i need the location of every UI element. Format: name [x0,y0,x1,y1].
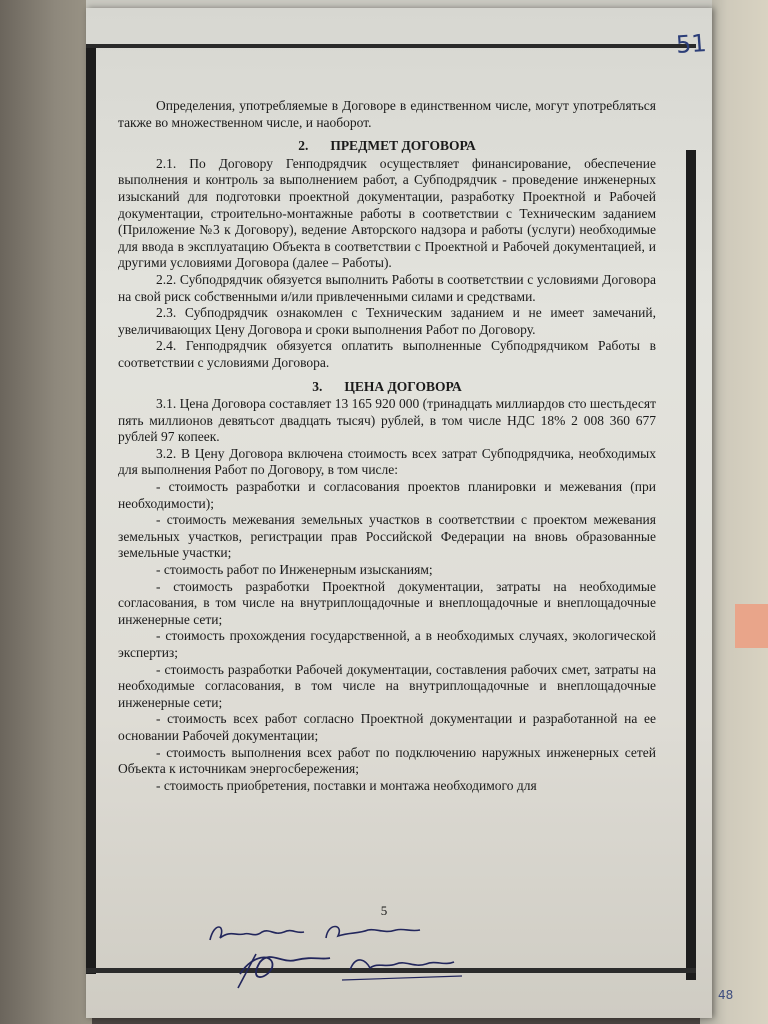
list-item: - стоимость приобретения, поставки и монтажа необходимого для [156,777,537,793]
section-title: ЦЕНА ДОГОВОРА [344,378,462,394]
paragraph: 2.1. По Договору Генподрядчик осуществляет финансирование, обеспечение выполнения и контроль за выполнением работ, а Субподрядчик - проведение инженерных изысканий для подготовки проектной документации, разработку Проектной и Рабочей документации, строительно-монтажные работы в соответствии с Техническим заданием (Приложение №3 к Договору), ведение Авторского надзора и работы (услуги) необходимые для ввода в эксплуатацию Объекта в соответствии с Проектной и Рабочей документацией, и другими условиями Договора (далее – Работы). [118,155,656,271]
section-heading [118,379,656,396]
list-item: - стоимость работ по Инженерным изысканиям; [156,562,433,578]
paragraph: 2.3. Субподрядчик ознакомлен с Техническим заданием и не имеет замечаний, увеличивающих Цену Договора и сроки выполнения Работ по Договору. [118,305,656,337]
copy-edge-top [86,44,696,48]
list-item: - стоимость межевания земельных участков в соответствии с проектом межевания земельных участков, регистрации прав Российской Федерации на вновь образованные земельные участки; [118,512,656,561]
page-top-strip [86,0,712,8]
list-item: - стоимость разработки и согласования проектов планировки и межевания (при необходимости); [118,479,656,511]
section-heading [118,138,656,155]
list-item: - стоимость разработки Рабочей документации, составления рабочих смет, затраты на необходимые согласования, в том числе на внутриплощадочные и внеплощадочные инженерные сети; [118,661,656,710]
paragraph: 3.2. В Цену Договора включена стоимость всех затрат Субподрядчика, необходимых для выполнения Работ по Договору, в том числе: [118,445,656,478]
handwritten-corner-number: 48 [718,988,734,1002]
copy-edge-left [86,44,96,974]
section-title: ПРЕДМЕТ ДОГОВОРА [330,138,476,154]
sticky-note [735,604,768,648]
section-number: 3. [312,378,323,394]
paragraph: 3.1. Цена Договора составляет 13 165 920 000 (тринадцать миллиардов сто шестьдесят пять миллионов девятьсот двадцать тысяч) рублей, в том числе НДС 18% 2 008 360 677 рублей 97 копеек. [118,396,656,445]
list-item: - стоимость разработки Проектной документации, затраты на необходимые согласования, в том числе на внутриплощадочные и внеплощадочные и внеплощадочные инженерные сети; [118,578,656,627]
copy-edge-right [686,150,696,980]
section-number: 2. [298,138,309,154]
background-left [0,0,92,1024]
paragraph: 2.2. Субподрядчик обязуется выполнить Работы в соответствии с условиями Договора на свой риск собственными и/или привлеченными силами и средствами. [118,271,656,304]
paragraph: 2.4. Генподрядчик обязуется оплатить выполненные Субподрядчиком Работы в соответствии с условиями Договора. [118,338,656,370]
list-item: - стоимость выполнения всех работ по подключению наружных инженерных сетей Объекта к источникам энергосбережения; [118,744,656,777]
page-number: 5 [380,903,388,918]
list-item: - стоимость прохождения государственной, а в необходимых случаях, экологической экспертиз; [118,628,656,660]
intro-paragraph: Определения, употребляемые в Договоре в единственном числе, могут употребляться также во множественном числе, и наоборот. [118,98,656,130]
list-item: - стоимость всех работ согласно Проектной документации и разработанной на ее основании Рабочей документации; [118,711,656,743]
document-body [118,98,656,794]
handwritten-sheet-number: 51 [675,28,708,60]
handwritten-signatures [200,910,480,990]
